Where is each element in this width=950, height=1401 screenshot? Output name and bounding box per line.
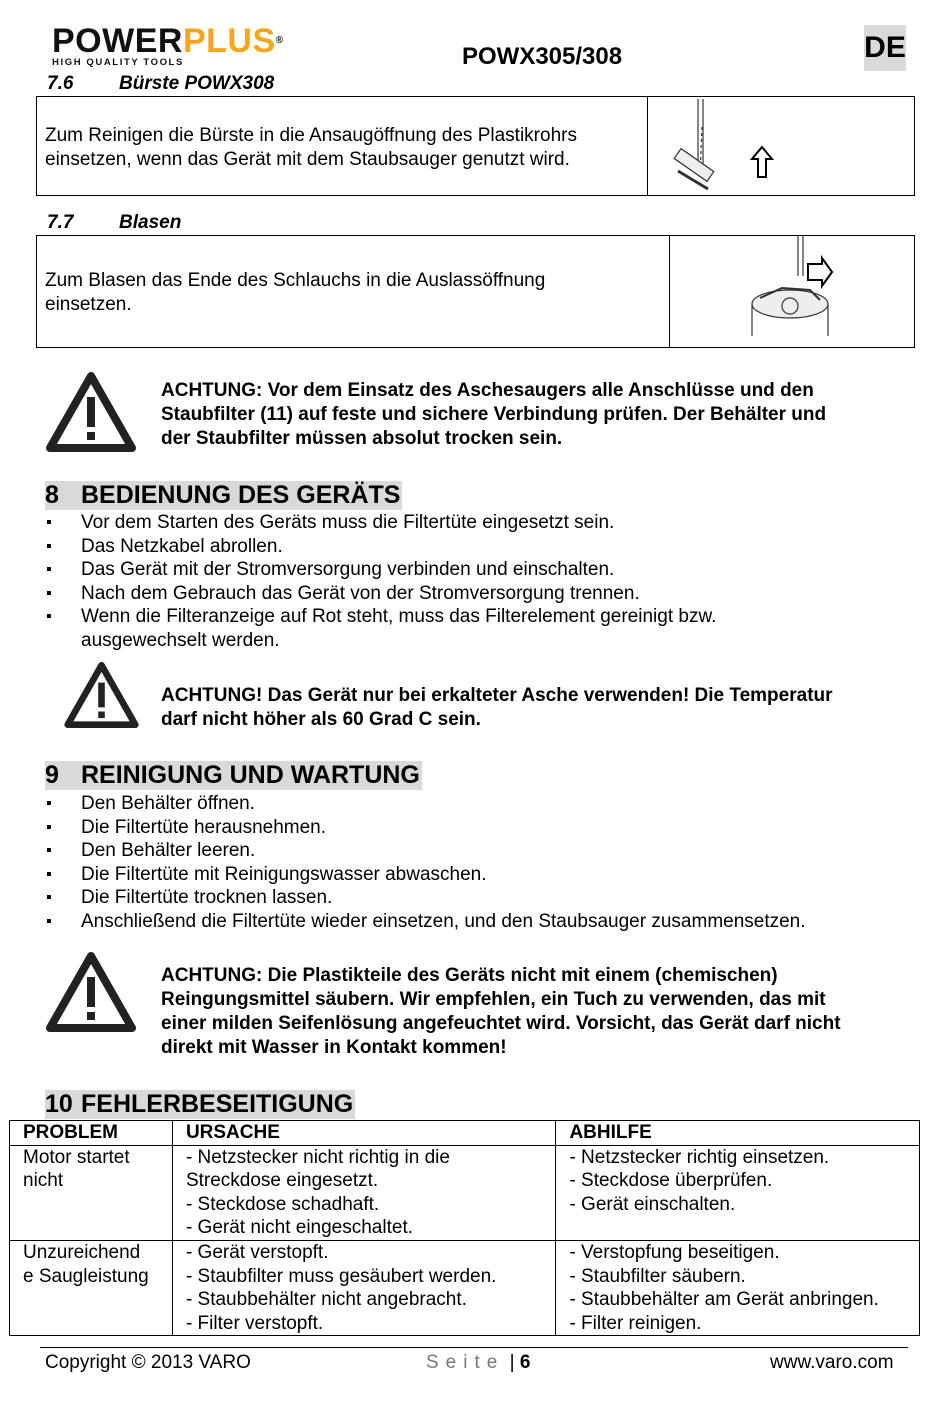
maintenance-list xyxy=(44,792,904,934)
problem-cell: Unzureichend e Saugleistung xyxy=(10,1240,173,1335)
column-header-cause: URSACHE xyxy=(172,1121,556,1146)
warning-triangle-icon xyxy=(46,952,136,1032)
brush-illustration xyxy=(648,97,914,195)
subsection-heading-7-7: 7.7 Blasen xyxy=(47,212,182,233)
remedy-cell: - Netzstecker richtig einsetzen. - Steckdose überprüfen. - Gerät einschalten. xyxy=(556,1145,920,1240)
column-header-problem: PROBLEM xyxy=(10,1121,173,1146)
blower-illustration xyxy=(670,236,914,347)
section-heading-10: 10 FEHLERBESEITIGUNG xyxy=(45,1090,354,1118)
troubleshooting-table xyxy=(9,1120,920,1336)
warning-text-cleaning: ACHTUNG: Die Plastikteile des Geräts nicht mit einem (chemischen) Reingungsmittel säubern. Wir empfehlen, ein Tuch zu verwenden, das mit einer milden Seifenlösung angefeuchtet wird. Vorsicht, das Gerät darf nicht direkt mit Wasser in Kontakt kommen! xyxy=(161,965,841,1058)
list-item: ▪ Vor dem Starten des Geräts muss die Filtertüte eingesetzt sein. xyxy=(44,511,884,535)
instruction-box-brush: Zum Reinigen die Bürste in die Ansaugöffnung des Plastikrohrs einsetzen, wenn das Gerät mit dem Staubsauger genutzt wird. xyxy=(36,96,648,196)
list-item: ▪ Die Filtertüte herausnehmen. xyxy=(44,816,904,840)
list-item: ▪ Das Gerät mit der Stromversorgung verbinden und einschalten. xyxy=(44,558,884,582)
warning-triangle-icon xyxy=(64,662,139,728)
list-item: ▪ Wenn die Filteranzeige auf Rot steht, muss das Filterelement gereinigt bzw. xyxy=(44,605,884,629)
list-item: ▪ Das Netzkabel abrollen. xyxy=(44,535,884,559)
list-item: ▪ Den Behälter öffnen. xyxy=(44,792,904,816)
footer-website: www.varo.com xyxy=(770,1352,894,1373)
subsection-heading-7-6: 7.6 Bürste POWX308 xyxy=(47,73,275,94)
operation-list xyxy=(44,511,884,629)
warning-text-cold-ash: ACHTUNG! Das Gerät nur bei erkalteter Asche verwenden! Die Temperatur darf nicht höher als 60 Grad C sein. xyxy=(161,685,833,730)
language-badge: DE xyxy=(864,25,906,71)
arrow-up-icon xyxy=(752,147,772,177)
footer-page: Seite | 6 xyxy=(426,1352,531,1373)
model-number: POWX305/308 xyxy=(462,43,623,70)
list-item-continuation: ausgewechselt werden. xyxy=(81,630,280,651)
list-item: ▪ Den Behälter leeren. xyxy=(44,839,904,863)
cause-cell: - Netzstecker nicht richtig in die Streckdose eingesetzt. - Steckdose schadhaft. - Gerät nicht eingeschaltet. xyxy=(172,1145,556,1240)
table-row xyxy=(10,1145,920,1240)
cause-cell: - Gerät verstopft. - Staubfilter muss gesäubert werden. - Staubbehälter nicht angebracht. - Filter verstopft. xyxy=(172,1240,556,1335)
brand-logo: POWERPLUS® HIGH QUALITY TOOLS xyxy=(52,22,284,68)
list-item: ▪ Nach dem Gebrauch das Gerät von der Stromversorgung trennen. xyxy=(44,582,884,606)
arrow-down-icon xyxy=(808,258,832,286)
warning-triangle-icon xyxy=(46,372,136,452)
page-number: 6 xyxy=(519,1352,531,1373)
list-item: ▪ Anschließend die Filtertüte wieder einsetzen, und den Staubsauger zusammensetzen. xyxy=(44,910,904,934)
problem-cell: Motor startet nicht xyxy=(10,1145,173,1240)
instruction-box-blow: Zum Blasen das Ende des Schlauchs in die Auslassöffnung einsetzen. xyxy=(36,235,670,348)
section-heading-8: 8 BEDIENUNG DES GERÄTS xyxy=(45,481,401,509)
table-header-row xyxy=(10,1121,920,1146)
warning-text-connections: ACHTUNG: Vor dem Einsatz des Aschesaugers alle Anschlüsse und den Staubfilter (11) auf feste und sichere Verbindung prüfen. Der Behälter und der Staubfilter müssen absolut trocken sein. xyxy=(161,380,827,449)
illustration-box-blow xyxy=(669,235,915,348)
footer-copyright: Copyright © 2013 VARO xyxy=(45,1352,251,1373)
footer-divider xyxy=(40,1347,908,1348)
illustration-box-brush xyxy=(647,96,915,196)
table-row xyxy=(10,1240,920,1335)
remedy-cell: - Verstopfung beseitigen. - Staubfilter säubern. - Staubbehälter am Gerät anbringen. - Filter reinigen. xyxy=(556,1240,920,1335)
column-header-remedy: ABHILFE xyxy=(556,1121,920,1146)
list-item: ▪ Die Filtertüte mit Reinigungswasser abwaschen. xyxy=(44,863,904,887)
section-heading-9: 9 REINIGUNG UND WARTUNG xyxy=(45,761,420,789)
list-item: ▪ Die Filtertüte trocknen lassen. xyxy=(44,886,904,910)
